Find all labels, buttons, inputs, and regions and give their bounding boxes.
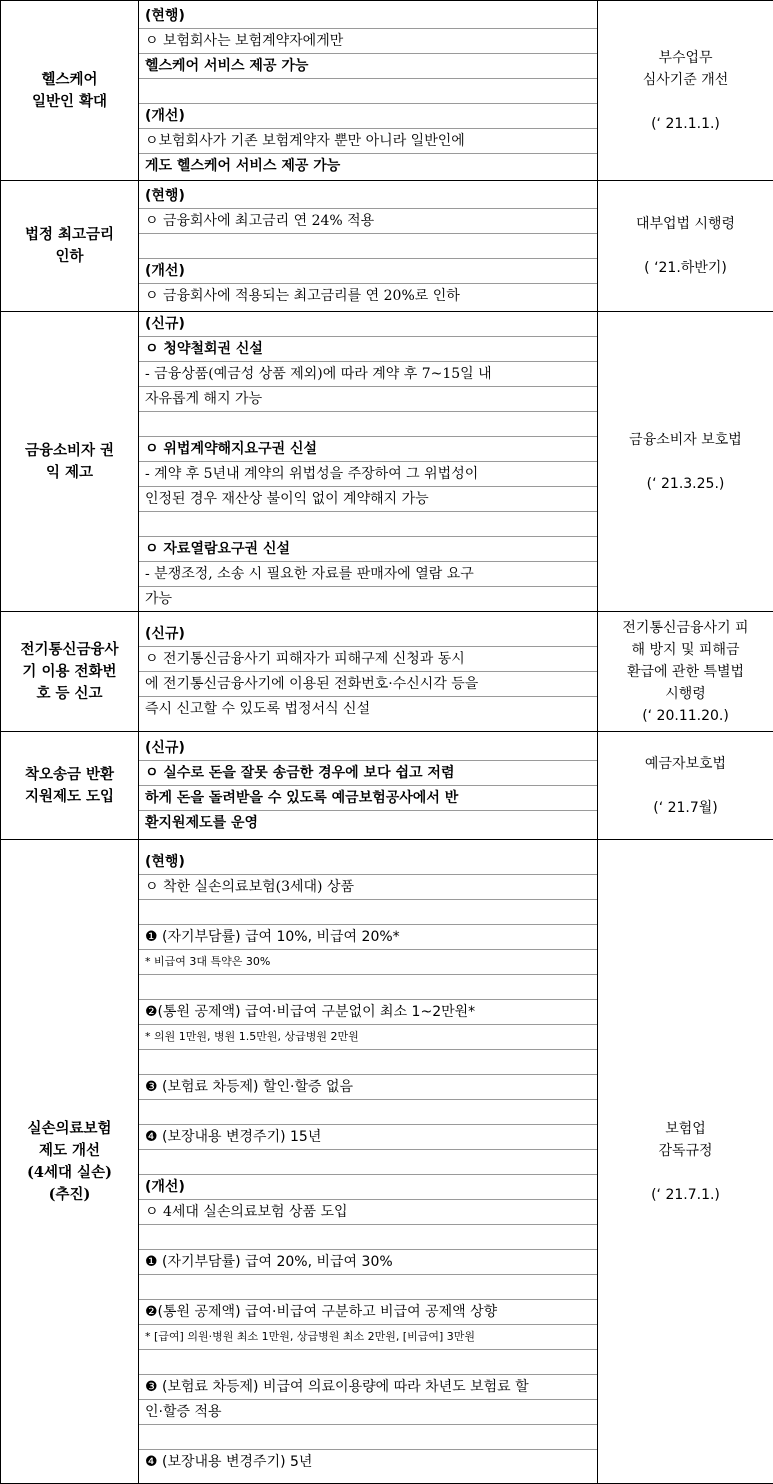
content-line: [139, 79, 597, 104]
policy-row: [1, 312, 773, 612]
policy-row: [1, 732, 773, 840]
reference-line: [598, 775, 773, 797]
content-cell: [139, 612, 598, 732]
reference-line: 대부업법 시행령: [598, 213, 773, 235]
content-line: [139, 1050, 597, 1075]
content-line: ❷(통원 공제액) 급여·비급여 구분하고 비급여 공제액 상향: [139, 1300, 597, 1325]
category-cell: [1, 181, 139, 312]
category-label-line: 착오송금 반환: [1, 764, 138, 786]
reference-line: 감독규정: [598, 1140, 773, 1162]
content-line: ㅇ보험회사가 기존 보험계약자 뿐만 아니라 일반인에: [139, 129, 597, 154]
content-line: ㅇ 실수로 돈을 잘못 송금한 경우에 보다 쉽고 저렴: [139, 761, 597, 786]
content-line: [139, 1350, 597, 1375]
content-line: [139, 900, 597, 925]
category-label-line: 일반인 확대: [1, 91, 138, 113]
policy-row: [1, 1, 773, 181]
reference-line: [598, 91, 773, 113]
policy-table-body: [1, 1, 773, 1484]
reference-line: 심사기준 개선: [598, 69, 773, 91]
content-line: ❷(통원 공제액) 급여·비급여 구분없이 최소 1~2만원*: [139, 1000, 597, 1025]
content-cell: [139, 1, 598, 181]
content-line: [139, 1100, 597, 1125]
policy-row: [1, 612, 773, 732]
content-line: 환지원제도를 운영: [139, 811, 597, 835]
content-line: 하게 돈을 돌려받을 수 있도록 예금보험공사에서 반: [139, 786, 597, 811]
section-heading: (현행): [139, 184, 597, 209]
reference-line: 금융소비자 보호법: [598, 429, 773, 451]
content-line: ❹ (보장내용 변경주기) 5년: [139, 1450, 597, 1474]
reference-cell: [598, 1, 773, 181]
content-cell: [139, 312, 598, 612]
content-line: ❹ (보장내용 변경주기) 15년: [139, 1125, 597, 1150]
content-line: 게도 헬스케어 서비스 제공 가능: [139, 154, 597, 178]
category-label-line: 법정 최고금리: [1, 224, 138, 246]
section-heading: (개선): [139, 1175, 597, 1200]
content-line: - 분쟁조정, 소송 시 필요한 자료를 판매자에 열람 요구: [139, 562, 597, 587]
content-line: ㅇ 착한 실손의료보험(3세대) 상품: [139, 875, 597, 900]
reference-cell: [598, 732, 773, 840]
content-cell: [139, 732, 598, 840]
content-line: - 금융상품(예금성 상품 제외)에 따라 계약 후 7~15일 내: [139, 362, 597, 387]
content-line: ㅇ 위법계약해지요구권 신설: [139, 437, 597, 462]
reference-cell: [598, 840, 773, 1484]
category-cell: [1, 840, 139, 1484]
policy-row: [1, 840, 773, 1484]
content-line: [139, 512, 597, 537]
reference-line: 보험업: [598, 1118, 773, 1140]
category-label-line: 금융소비자 권: [1, 440, 138, 462]
content-line: [139, 975, 597, 1000]
content-line: 자유롭게 해지 가능: [139, 387, 597, 412]
content-line: ❸ (보험료 차등제) 비급여 의료이용량에 따라 차년도 보험료 할: [139, 1375, 597, 1400]
reference-line: (‘ 21.7.1.): [598, 1184, 773, 1206]
category-cell: [1, 312, 139, 612]
content-line: [139, 234, 597, 259]
content-line: ❸ (보험료 차등제) 할인·할증 없음: [139, 1075, 597, 1100]
reference-cell: [598, 612, 773, 732]
content-cell: [139, 840, 598, 1484]
category-label-line: (4세대 실손): [1, 1162, 138, 1184]
category-label-line: 익 제고: [1, 462, 138, 484]
reference-line: [598, 1162, 773, 1184]
category-label-line: 제도 개선: [1, 1140, 138, 1162]
section-heading: (개선): [139, 104, 597, 129]
section-heading: (신규): [139, 312, 597, 337]
reference-line: 부수업무: [598, 47, 773, 69]
category-label-line: 실손의료보험: [1, 1118, 138, 1140]
category-cell: [1, 612, 139, 732]
category-label-line: 지원제도 도입: [1, 786, 138, 808]
content-line: 가능: [139, 587, 597, 611]
reference-line: 시행령: [598, 683, 773, 705]
reference-line: [598, 451, 773, 473]
reference-cell: [598, 181, 773, 312]
content-cell: [139, 181, 598, 312]
content-line: [139, 1275, 597, 1300]
content-line: ㅇ 청약철회권 신설: [139, 337, 597, 362]
category-label-line: 헬스케어: [1, 69, 138, 91]
category-label-line: 인하: [1, 246, 138, 268]
content-line: [139, 412, 597, 437]
content-line: ❶ (자기부담률) 급여 10%, 비급여 20%*: [139, 925, 597, 950]
footnote-line: * 비급여 3대 특약은 30%: [139, 950, 597, 975]
reference-line: (‘ 21.1.1.): [598, 113, 773, 135]
section-heading: (신규): [139, 622, 597, 647]
reference-line: 해 방지 및 피해금: [598, 639, 773, 661]
content-line: - 계약 후 5년내 계약의 위법성을 주장하여 그 위법성이: [139, 462, 597, 487]
content-line: 에 전기통신금융사기에 이용된 전화번호·수신시각 등을: [139, 672, 597, 697]
section-heading: (현행): [139, 850, 597, 875]
reference-cell: [598, 312, 773, 612]
category-label-line: 기 이용 전화번: [1, 661, 138, 683]
content-line: ㅇ 보험회사는 보험계약자에게만: [139, 29, 597, 54]
content-line: 즉시 신고할 수 있도록 법정서식 신설: [139, 697, 597, 721]
section-heading: (신규): [139, 736, 597, 761]
content-line: ㅇ 금융회사에 최고금리 연 24% 적용: [139, 209, 597, 234]
content-line: ㅇ 금융회사에 적용되는 최고금리를 연 20%로 인하: [139, 284, 597, 308]
content-line: ❶ (자기부담률) 급여 20%, 비급여 30%: [139, 1250, 597, 1275]
content-line: ㅇ 전기통신금융사기 피해자가 피해구제 신청과 동시: [139, 647, 597, 672]
reference-line: 전기통신금융사기 피: [598, 617, 773, 639]
reference-line: [598, 235, 773, 257]
category-label-line: 호 등 신고: [1, 683, 138, 705]
reference-line: (‘ 21.7월): [598, 797, 773, 819]
footnote-line: * 의원 1만원, 병원 1.5만원, 상급병원 2만원: [139, 1025, 597, 1050]
category-label-line: (추진): [1, 1184, 138, 1206]
reference-line: (‘ 21.3.25.): [598, 473, 773, 495]
policy-row: [1, 181, 773, 312]
reference-line: 환급에 관한 특별법: [598, 661, 773, 683]
reference-line: 예금자보호법: [598, 753, 773, 775]
content-line: ㅇ 자료열람요구권 신설: [139, 537, 597, 562]
content-line: [139, 1150, 597, 1175]
content-line: 인·할증 적용: [139, 1400, 597, 1425]
reference-line: ( ‘21.하반기): [598, 257, 773, 279]
section-heading: (개선): [139, 259, 597, 284]
category-cell: [1, 1, 139, 181]
content-line: [139, 1225, 597, 1250]
content-line: ㅇ 4세대 실손의료보험 상품 도입: [139, 1200, 597, 1225]
footnote-line: * [급여] 의원·병원 최소 1만원, 상급병원 최소 2만원, [비급여] 3만원: [139, 1325, 597, 1350]
reference-line: (‘ 20.11.20.): [598, 705, 773, 727]
content-line: 헬스케어 서비스 제공 가능: [139, 54, 597, 79]
category-cell: [1, 732, 139, 840]
content-line: [139, 1425, 597, 1450]
section-heading: (현행): [139, 4, 597, 29]
content-line: 인정된 경우 재산상 불이익 없이 계약해지 가능: [139, 487, 597, 512]
category-label-line: 전기통신금융사: [1, 639, 138, 661]
